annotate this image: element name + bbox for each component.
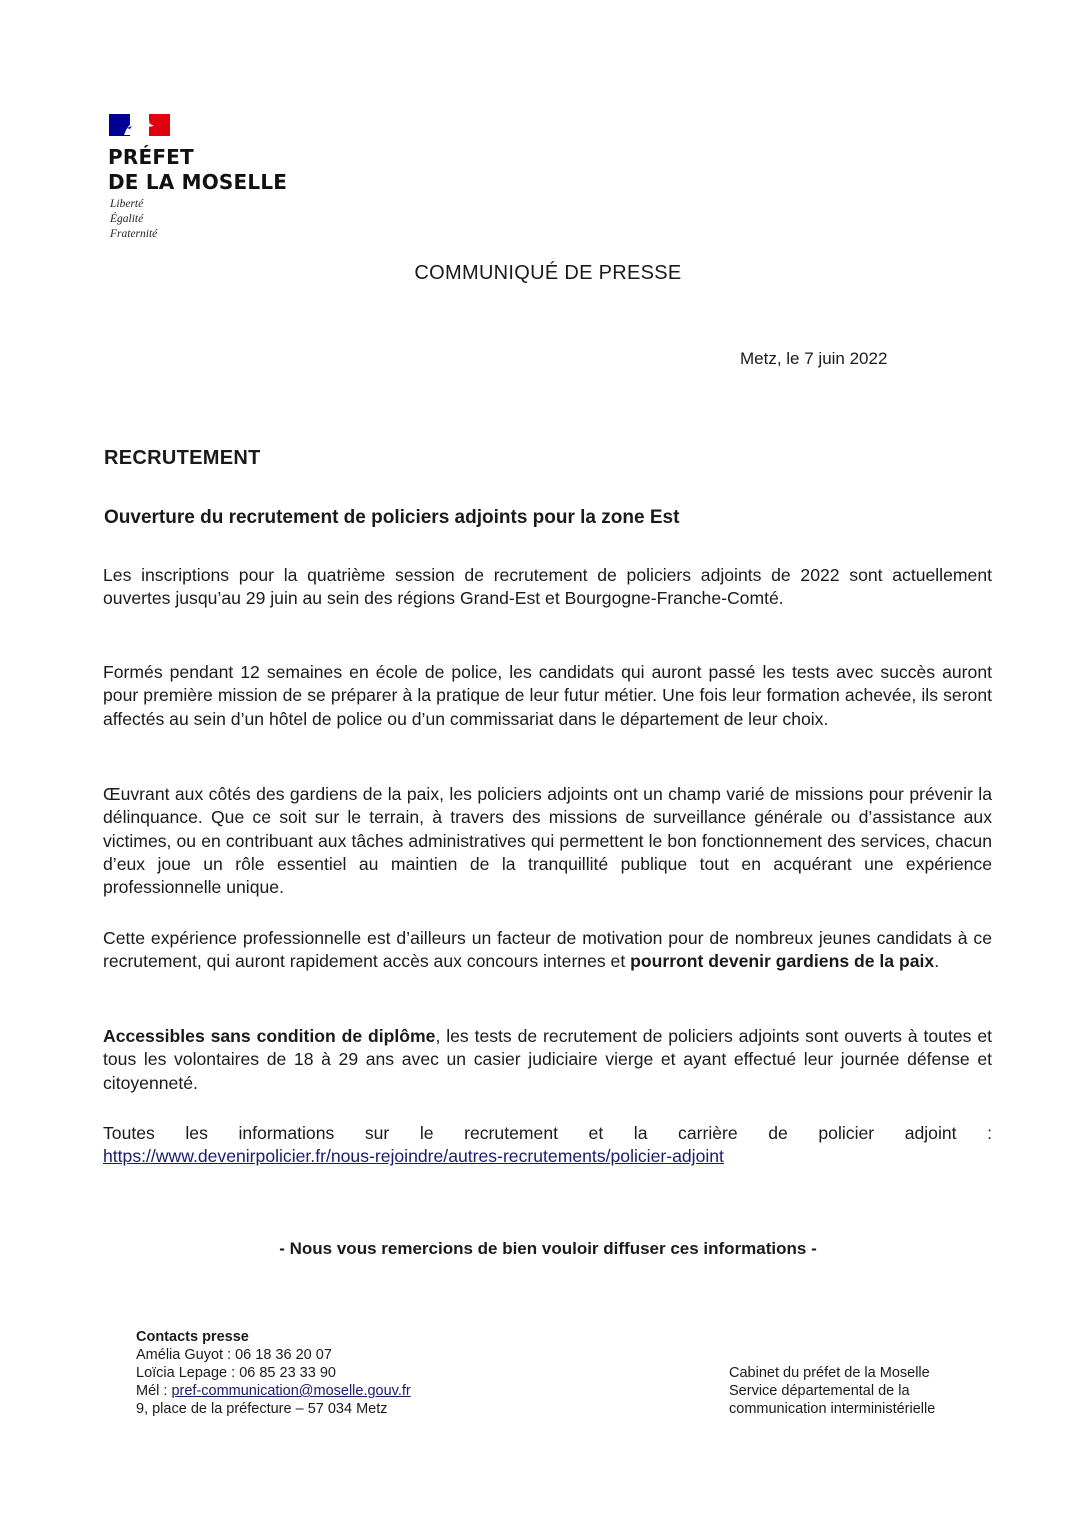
paragraph-inscriptions: Les inscriptions pour la quatrième session de recrutement de policiers adjoints de 2022 sont actuellement ouvertes jusqu’au 29 juin au sein des régions Grand-Est et Bourgogne-Franche-Comté. (103, 565, 992, 609)
motto-egalite: Égalité (110, 213, 144, 225)
contact-mail-line (136, 1382, 411, 1400)
paragraph-motivation-bold: pourront devenir gardiens de la paix (630, 951, 935, 972)
contact-mail-label: Mél : (136, 1383, 172, 1399)
paragraph-motivation (103, 927, 992, 974)
paragraph-conditions (103, 1025, 992, 1095)
paragraph-conditions-bold: Accessibles sans condition de diplôme (103, 1026, 436, 1046)
contact-address: 9, place de la préfecture – 57 034 Metz (136, 1401, 388, 1417)
section-heading: RECRUTEMENT (104, 447, 261, 469)
contact-mail-link[interactable]: pref-communication@moselle.gouv.fr (171, 1383, 411, 1399)
document-type-title: COMMUNIQUÉ DE PRESSE (414, 262, 682, 284)
contact-line-1: Amélia Guyot : 06 18 36 20 07 (136, 1347, 332, 1363)
informations-text: Toutes les informations sur le recrutement et la carrière de policier adjoint : (103, 1123, 992, 1143)
republic-motto (110, 197, 157, 242)
paragraph-missions: Œuvrant aux côtés des gardiens de la paix, les policiers adjoints ont un champ varié de missions pour prévenir la délinquance. Que ce soit sur le terrain, à travers des missions de surveillance générale ou d’assistance aux victimes, ou en contribuant aux tâches administratives qui permettent le bon fonctionnement des services, chacun d’eux joue un rôle essentiel au maintien de la tranquillité publique tout en acquérant une expérience professionnelle unique. (103, 784, 992, 898)
document-date: Metz, le 7 juin 2022 (740, 349, 888, 368)
republic-logo-flag-icon (109, 114, 170, 136)
recruitment-info-link[interactable]: https://www.devenirpolicier.fr/nous-rejoindre/autres-recrutements/policier-adjoint (103, 1146, 724, 1167)
motto-fraternite: Fraternité (110, 228, 158, 240)
prefecture-name (108, 145, 287, 195)
motto-liberte: Liberté (110, 198, 144, 210)
paragraph-motivation-end: . (934, 951, 940, 972)
cabinet-line-2: Service départemental de la (729, 1383, 910, 1399)
press-contacts-heading: Contacts presse (136, 1329, 249, 1345)
paragraph-motivation-text: Cette expérience professionnelle est d’ailleurs un facteur de motivation pour de nombreux jeunes candidats à ce recrutement, qui auront rapidement accès aux concours internes et (103, 928, 992, 972)
closing-note: - Nous vous remercions de bien vouloir diffuser ces informations - (279, 1239, 817, 1258)
press-contacts (136, 1328, 411, 1418)
paragraph-informations (103, 1122, 992, 1169)
cabinet-line-3: communication interministérielle (729, 1401, 936, 1417)
paragraph-conditions-text: , les tests de recrutement de policiers adjoints sont ouverts à toutes et tous les volontaires de 18 à 29 ans avec un casier judiciaire vierge et ayant effectué leur journée défense et citoyenneté. (103, 1026, 992, 1093)
paragraph-formation: Formés pendant 12 semaines en école de police, les candidats qui auront passé les tests avec succès auront pour première mission de se préparer à la pratique de leur futur métier. Une fois leur formation achevée, ils seront affectés au sein d’un hôtel de police ou d’un commissariat dans le département de leur choix. (103, 662, 992, 729)
contact-line-2: Loïcia Lepage : 06 85 23 33 90 (136, 1365, 336, 1381)
prefecture-name-line1: PRÉFET (108, 145, 194, 169)
cabinet-line-1: Cabinet du préfet de la Moselle (729, 1365, 930, 1381)
press-release-subtitle: Ouverture du recrutement de policiers adjoints pour la zone Est (104, 507, 680, 528)
cabinet-info (729, 1364, 935, 1418)
prefecture-name-line2: DE LA MOSELLE (108, 170, 288, 194)
